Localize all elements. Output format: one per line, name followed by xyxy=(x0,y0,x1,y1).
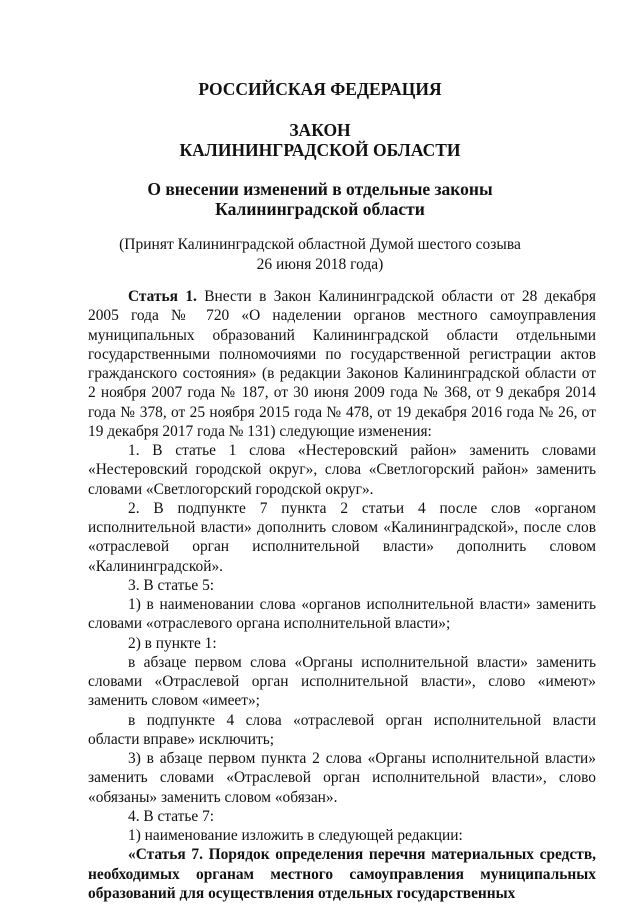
document-body xyxy=(88,287,596,903)
law-heading: ЗАКОН xyxy=(289,120,351,140)
amendment-paragraph-4: 1) в наименовании слова «органов исполнительной власти» заменить словами «отраслевого органа исполнительной власти»; xyxy=(88,596,596,633)
amendment-paragraph-1: 1. В статье 1 слова «Нестеровский район» заменить словами «Нестеровский городской округ», слова «Светлогорский район» заменить словами «Светлогорский городской округ». xyxy=(88,442,596,498)
amendment-paragraph-9: 4. В статье 7: xyxy=(128,807,215,825)
amendment-paragraph-3: 3. В статье 5: xyxy=(128,576,215,594)
amendment-paragraph-6: в абзаце первом слова «Органы исполнительной власти» заменить словами «Отраслевой орган исполнительной власти», слово «имеют» заменить словом «имеет»; xyxy=(88,653,596,710)
amendment-paragraph-8: 3) в абзаце первом пункта 2 слова «Органы исполнительной власти» заменить словами «Отраслевой орган исполнительной власти», слово «обязаны» заменить словом «обязан». xyxy=(88,750,596,806)
federation-heading: РОССИЙСКАЯ ФЕДЕРАЦИЯ xyxy=(198,79,442,99)
law-title-line1: О внесении изменений в отдельные законы xyxy=(147,179,493,199)
amendment-paragraph-7: в подпункте 4 слова «отраслевой орган исполнительной власти области вправе» исключить; xyxy=(88,711,596,748)
article-1-label: Статья 1. xyxy=(128,288,197,305)
article-1-paragraph xyxy=(88,287,596,441)
amendment-paragraph-5: 2) в пункте 1: xyxy=(128,634,217,652)
amendment-paragraph-10: 1) наименование изложить в следующей редакции: xyxy=(128,827,463,844)
article-7-new-heading: «Статья 7. Порядок определения перечня материальных средств, необходимых органам местного самоуправления муниципальных образований для осуществления отдельных государственных xyxy=(88,846,596,902)
law-title-line2: Калининградской области xyxy=(215,199,425,219)
adoption-note-line2: 26 июня 2018 года) xyxy=(256,256,384,273)
amendment-paragraph-2: 2. В подпункте 7 пункта 2 статьи 4 после слов «органом исполнительной власти» дополнить словом «Калининградской», после слов «отраслевой орган исполнительной власти» дополнить словом «Калининградской». xyxy=(88,499,596,575)
article-1-text: Внести в Закон Калининградской области от 28 декабря 2005 года № 720 «О наделении органов местного самоуправления муниципальных образований Калининградской области отдельными государственными полномочиями по государственной регистрации актов гражданского состояния» (в редакции Законов Калининградской области от 2 ноября 2007 года № 187, от 30 июня 2009 года № 368, от 9 декабря 2014 года № 378, от 25 ноября 2015 года № 478, от 19 декабря 2016 года № 26, от 19 декабря 2017 года № 131) следующие изменения: xyxy=(88,288,596,440)
adoption-note-line1: (Принят Калининградской областной Думой шестого созыва xyxy=(119,236,521,253)
region-heading: КАЛИНИНГРАДСКОЙ ОБЛАСТИ xyxy=(179,140,461,160)
